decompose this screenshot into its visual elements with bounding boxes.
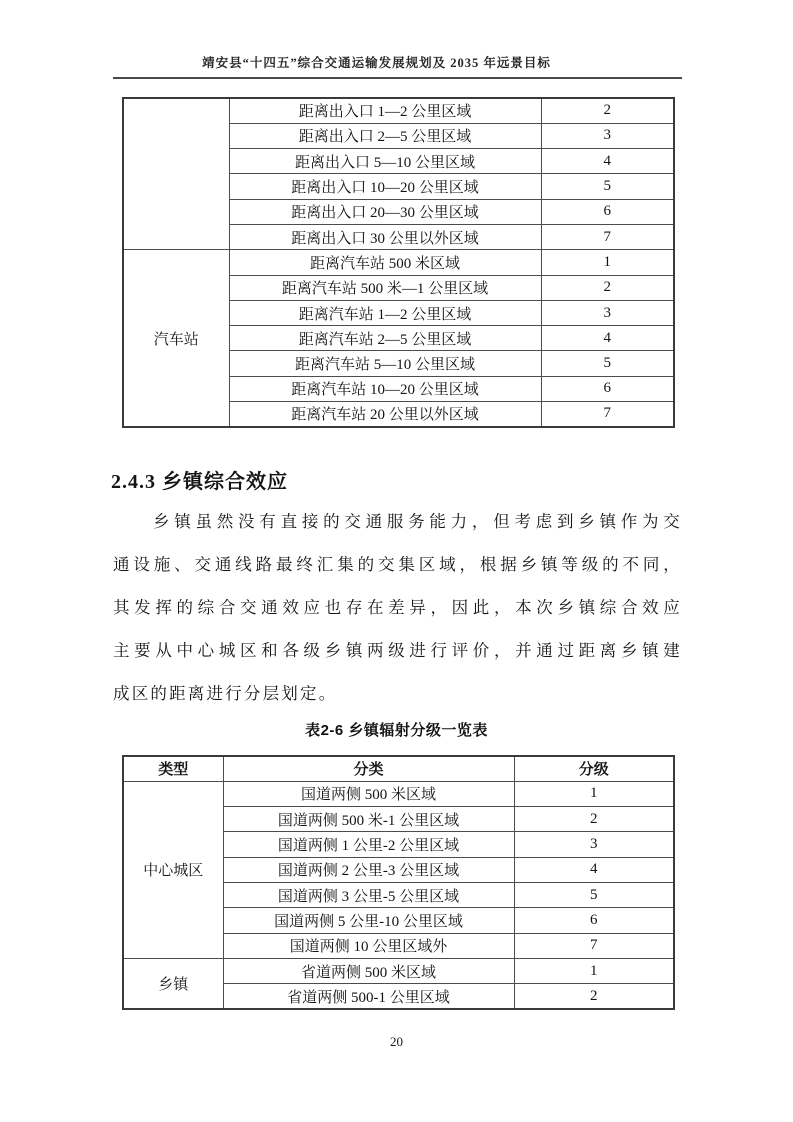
grade-cell: 1 xyxy=(514,781,674,806)
grade-cell: 4 xyxy=(514,857,674,882)
grade-cell: 5 xyxy=(541,351,674,376)
grade-cell: 6 xyxy=(541,199,674,224)
grade-cell: 4 xyxy=(541,326,674,351)
grade-cell: 1 xyxy=(541,250,674,275)
row-group-label: 中心城区 xyxy=(123,781,223,958)
category-cell: 距离出入口 10—20 公里区域 xyxy=(229,174,541,199)
paragraph-line: 通设施、交通线路最终汇集的交集区域，根据乡镇等级的不同， xyxy=(113,555,682,574)
township-radiation-grading-table xyxy=(122,755,675,1010)
grade-cell: 2 xyxy=(514,984,674,1009)
column-header: 分级 xyxy=(514,756,674,781)
grade-cell: 3 xyxy=(514,832,674,857)
grade-cell: 3 xyxy=(541,300,674,325)
table-row xyxy=(123,781,674,806)
section-heading: 2.4.3 乡镇综合效应 xyxy=(111,471,288,493)
grade-cell: 3 xyxy=(541,123,674,148)
category-cell: 距离出入口 2—5 公里区域 xyxy=(229,123,541,148)
table-caption: 表2-6 乡镇辐射分级一览表 xyxy=(305,722,488,739)
grade-cell: 7 xyxy=(541,402,674,427)
row-group-label: 汽车站 xyxy=(123,250,229,427)
category-cell: 距离汽车站 5—10 公里区域 xyxy=(229,351,541,376)
header-rule xyxy=(113,77,682,79)
category-cell: 距离出入口 1—2 公里区域 xyxy=(229,98,541,123)
row-group-label xyxy=(123,98,229,250)
table-row xyxy=(123,958,674,983)
table-row xyxy=(123,250,674,275)
grade-cell: 2 xyxy=(541,275,674,300)
paragraph-line: 其发挥的综合交通效应也存在差异，因此，本次乡镇综合效应 xyxy=(113,598,682,617)
category-cell: 国道两侧 3 公里-5 公里区域 xyxy=(223,882,514,907)
grade-cell: 7 xyxy=(514,933,674,958)
category-cell: 距离汽车站 10—20 公里区域 xyxy=(229,376,541,401)
category-cell: 国道两侧 10 公里区域外 xyxy=(223,933,514,958)
paragraph-line: 主要从中心城区和各级乡镇两级进行评价，并通过距离乡镇建 xyxy=(113,641,682,660)
column-header: 类型 xyxy=(123,756,223,781)
table-row xyxy=(123,98,674,123)
category-cell: 距离汽车站 500 米—1 公里区域 xyxy=(229,275,541,300)
category-cell: 省道两侧 500 米区域 xyxy=(223,958,514,983)
category-cell: 距离出入口 5—10 公里区域 xyxy=(229,149,541,174)
grade-cell: 2 xyxy=(514,807,674,832)
grade-cell: 6 xyxy=(514,908,674,933)
paragraph-line: 乡镇虽然没有直接的交通服务能力，但考虑到乡镇作为交 xyxy=(153,512,682,531)
grade-cell: 6 xyxy=(541,376,674,401)
grade-cell: 5 xyxy=(541,174,674,199)
grade-cell: 7 xyxy=(541,224,674,249)
grade-cell: 1 xyxy=(514,958,674,983)
body-paragraph xyxy=(113,500,682,715)
paragraph-line: 成区的距离进行分层划定。 xyxy=(113,684,338,703)
category-cell: 距离汽车站 2—5 公里区域 xyxy=(229,326,541,351)
running-header-title: 靖安县“十四五”综合交通运输发展规划及 2035 年远景目标 xyxy=(202,56,551,70)
category-cell: 省道两侧 500-1 公里区域 xyxy=(223,984,514,1009)
table-header-row xyxy=(123,756,674,781)
category-cell: 距离汽车站 500 米区域 xyxy=(229,250,541,275)
category-cell: 距离汽车站 1—2 公里区域 xyxy=(229,300,541,325)
category-cell: 国道两侧 5 公里-10 公里区域 xyxy=(223,908,514,933)
column-header: 分类 xyxy=(223,756,514,781)
category-cell: 距离出入口 20—30 公里区域 xyxy=(229,199,541,224)
row-group-label: 乡镇 xyxy=(123,958,223,1009)
grade-cell: 5 xyxy=(514,882,674,907)
category-cell: 国道两侧 2 公里-3 公里区域 xyxy=(223,857,514,882)
facility-distance-grading-table xyxy=(122,97,675,428)
page-number: 20 xyxy=(390,1034,403,1049)
category-cell: 距离出入口 30 公里以外区域 xyxy=(229,224,541,249)
grade-cell: 4 xyxy=(541,149,674,174)
category-cell: 国道两侧 1 公里-2 公里区域 xyxy=(223,832,514,857)
grade-cell: 2 xyxy=(541,98,674,123)
category-cell: 国道两侧 500 米区域 xyxy=(223,781,514,806)
category-cell: 距离汽车站 20 公里以外区域 xyxy=(229,402,541,427)
category-cell: 国道两侧 500 米-1 公里区域 xyxy=(223,807,514,832)
